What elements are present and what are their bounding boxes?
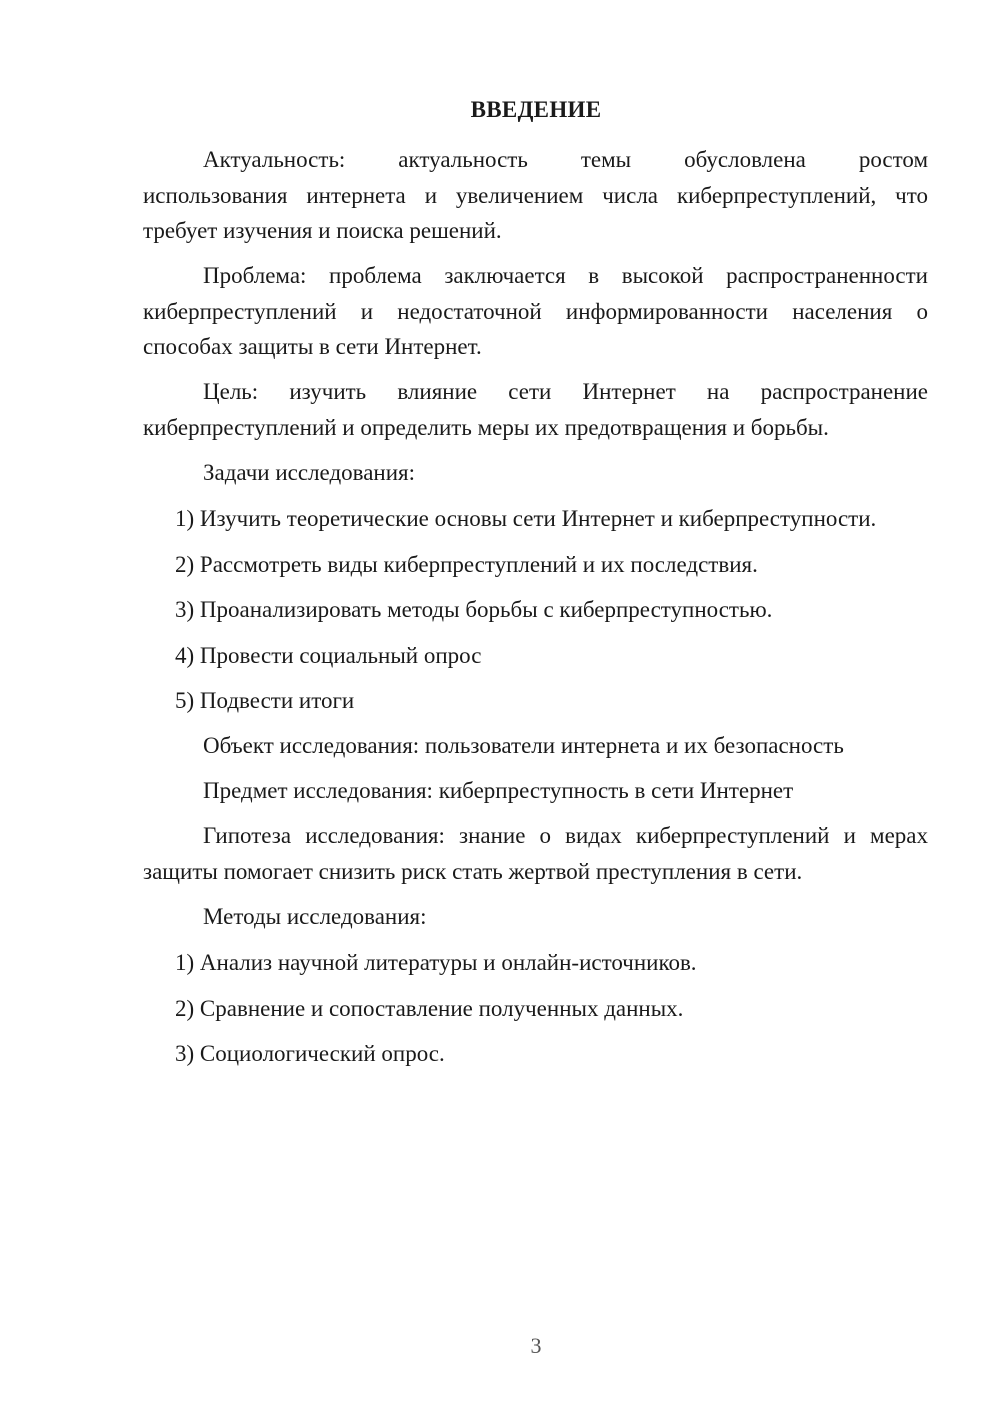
tasks-title: Задачи исследования: [203,460,416,485]
list-item: 4) Провести социальный опрос [175,642,482,668]
actuality-first-line: Актуальность: актуальность темы обусловлена ростом [203,147,928,172]
list-item: 3) Проанализировать методы борьбы с киберпреступностью. [175,597,773,622]
actuality-paragraph [143,142,928,249]
object-text: Объект исследования: пользователи интернета и их безопасность [203,733,844,758]
hypothesis-text: Гипотеза исследования: знание о видах киберпреступлений и мерах защиты помогает снизить риск стать жертвой преступления в сети. [143,823,928,884]
methods-section [143,899,928,935]
problem-paragraph [143,258,928,365]
subject-paragraph [143,773,928,809]
subject-text: Предмет исследования: киберпреступность в сети Интернет [203,778,794,803]
list-item: 1) Изучить теоретические основы сети Интернет и киберпреступности. [175,506,877,531]
page-title: ВВЕДЕНИЕ [470,97,602,122]
page-number: 3 [530,1333,542,1358]
list-item: 2) Рассмотреть виды киберпреступлений и их последствия. [175,551,758,577]
tasks-section [143,455,928,491]
list-item: 2) Сравнение и сопоставление полученных данных. [175,995,684,1021]
tasks-list [143,501,928,719]
problem-text: Проблема: проблема заключается в высокой распространенности киберпреступлений и недостаточной информированности населения о способах защиты в сети Интернет. [143,263,928,359]
hypothesis-paragraph [143,818,928,889]
list-item: 5) Подвести итоги [175,688,355,713]
actuality-rest: использования интернета и увеличением числа киберпреступлений, что требует изучения и поиска решений. [143,182,928,243]
goal-text: Цель: изучить влияние сети Интернет на распространение киберпреступлений и определить меры их предотвращения и борьбы. [143,379,928,440]
list-item: 3) Социологический опрос. [175,1041,445,1066]
methods-title: Методы исследования: [203,904,427,929]
object-paragraph [143,728,928,764]
methods-list [143,945,928,1072]
goal-paragraph [143,374,928,445]
list-item: 1) Анализ научной литературы и онлайн-источников. [175,950,697,975]
